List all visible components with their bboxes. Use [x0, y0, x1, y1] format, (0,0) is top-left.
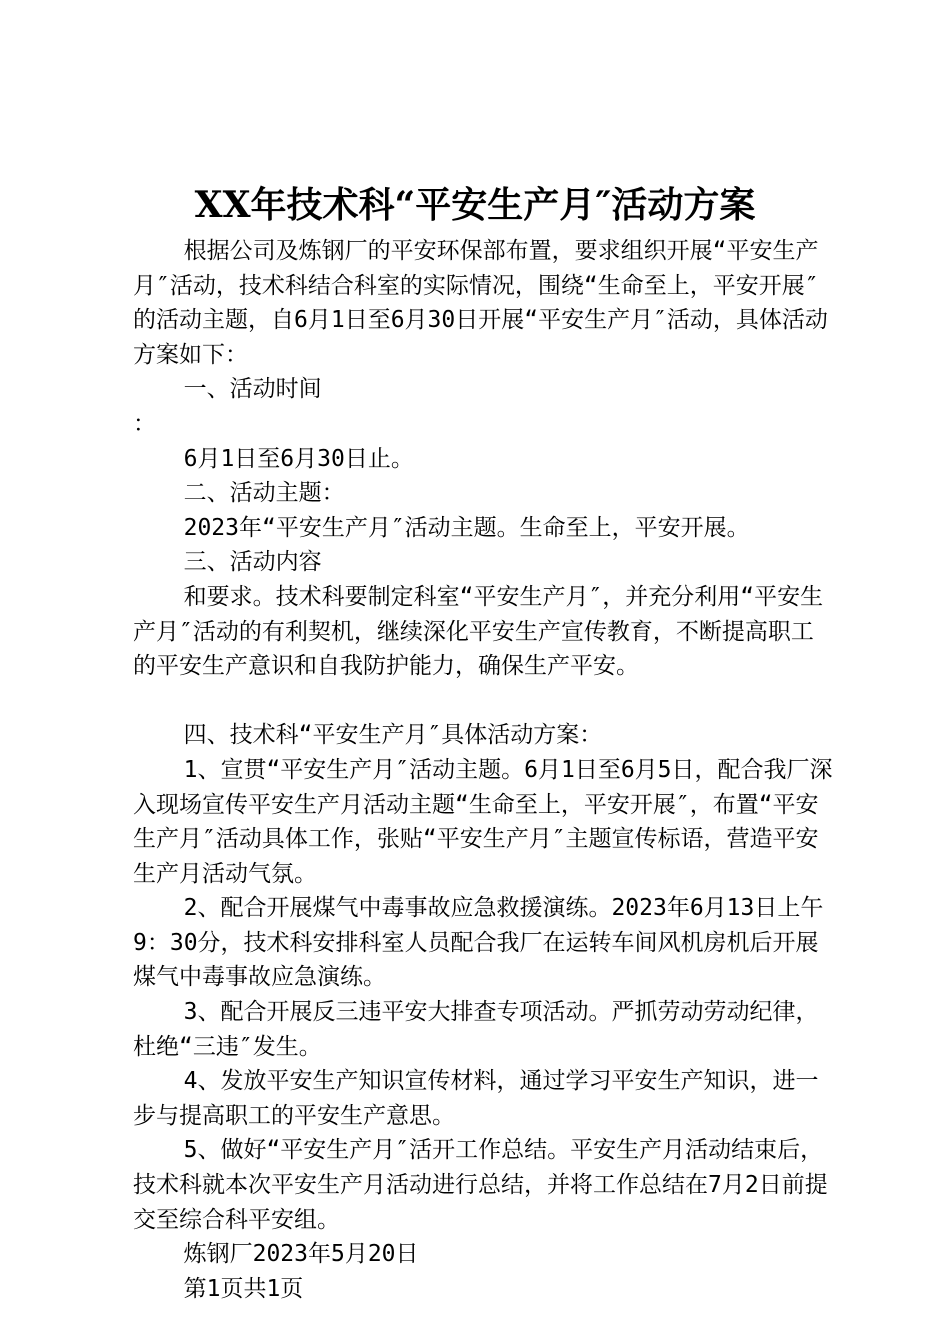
blank-line: [133, 684, 833, 719]
theme-text: 2023年“平安生产月″活动主题。生命至上，平安开展。: [183, 514, 750, 541]
plan-item-2: 2、配合开展煤气中毒事故应急救援演练。2023年6月13日上午9：30分，技术科安排科室人员配合我厂在运转车间风机房机后开展煤气中毒事故应急演练。: [133, 895, 824, 991]
plan-item-1: 1、宣贯“平安生产月″活动主题。6月1日至6月5日，配合我厂深入现场宣传平安生产月活动主题“生命至上，平安开展″，布置“平安生产月″活动具体工作，张贴“平安生产月″主题宣传标语，营造平安生产月活动气氛。: [133, 756, 833, 887]
section-heading-time: 一、活动时间: [183, 376, 322, 403]
document-title: XX年技术科“平安生产月″活动方案: [194, 184, 756, 226]
intro-paragraph: 根据公司及炼钢厂的平安环保部布置，要求组织开展“平安生产月″活动，技术科结合科室的实际情况，围绕“生命至上，平安开展″的活动主题，自6月1日至6月30日开展“平安生产月″活动，具体活动方案如下：: [133, 238, 828, 368]
section-heading-theme: 二、活动主题：: [183, 480, 345, 507]
plan-item-3: 3、配合开展反三违平安大排查专项活动。严抓劳动劳动纪律，杜绝“三违″发生。: [133, 999, 819, 1060]
time-range: 6月1日至6月30日止。: [183, 445, 414, 472]
page-footer: 第1页共1页: [183, 1275, 304, 1302]
document-body: [133, 234, 833, 1306]
plan-item-4: 4、发放平安生产知识宣传材料，通过学习平安生产知识，进一步与提高职工的平安生产意思。: [133, 1068, 819, 1129]
section-heading-content: 三、活动内容: [183, 549, 322, 576]
content-paragraph: 和要求。技术科要制定科室“平安生产月″，并充分利用“平安生产月″活动的有利契机，继续深化平安生产宣传教育，不断提高职工的平安生产意识和自我防护能力，确保生产平安。: [133, 583, 824, 680]
colon-line: ：: [133, 410, 156, 437]
plan-item-5: 5、做好“平安生产月″活开工作总结。平安生产月活动结束后，技术科就本次平安生产月活动进行总结，并将工作总结在7月2日前提交至综合科平安组。: [133, 1137, 828, 1233]
section-heading-plan: 四、技术科“平安生产月″具体活动方案：: [183, 722, 603, 749]
signature-date: 炼钢厂2023年5月20日: [183, 1241, 419, 1268]
